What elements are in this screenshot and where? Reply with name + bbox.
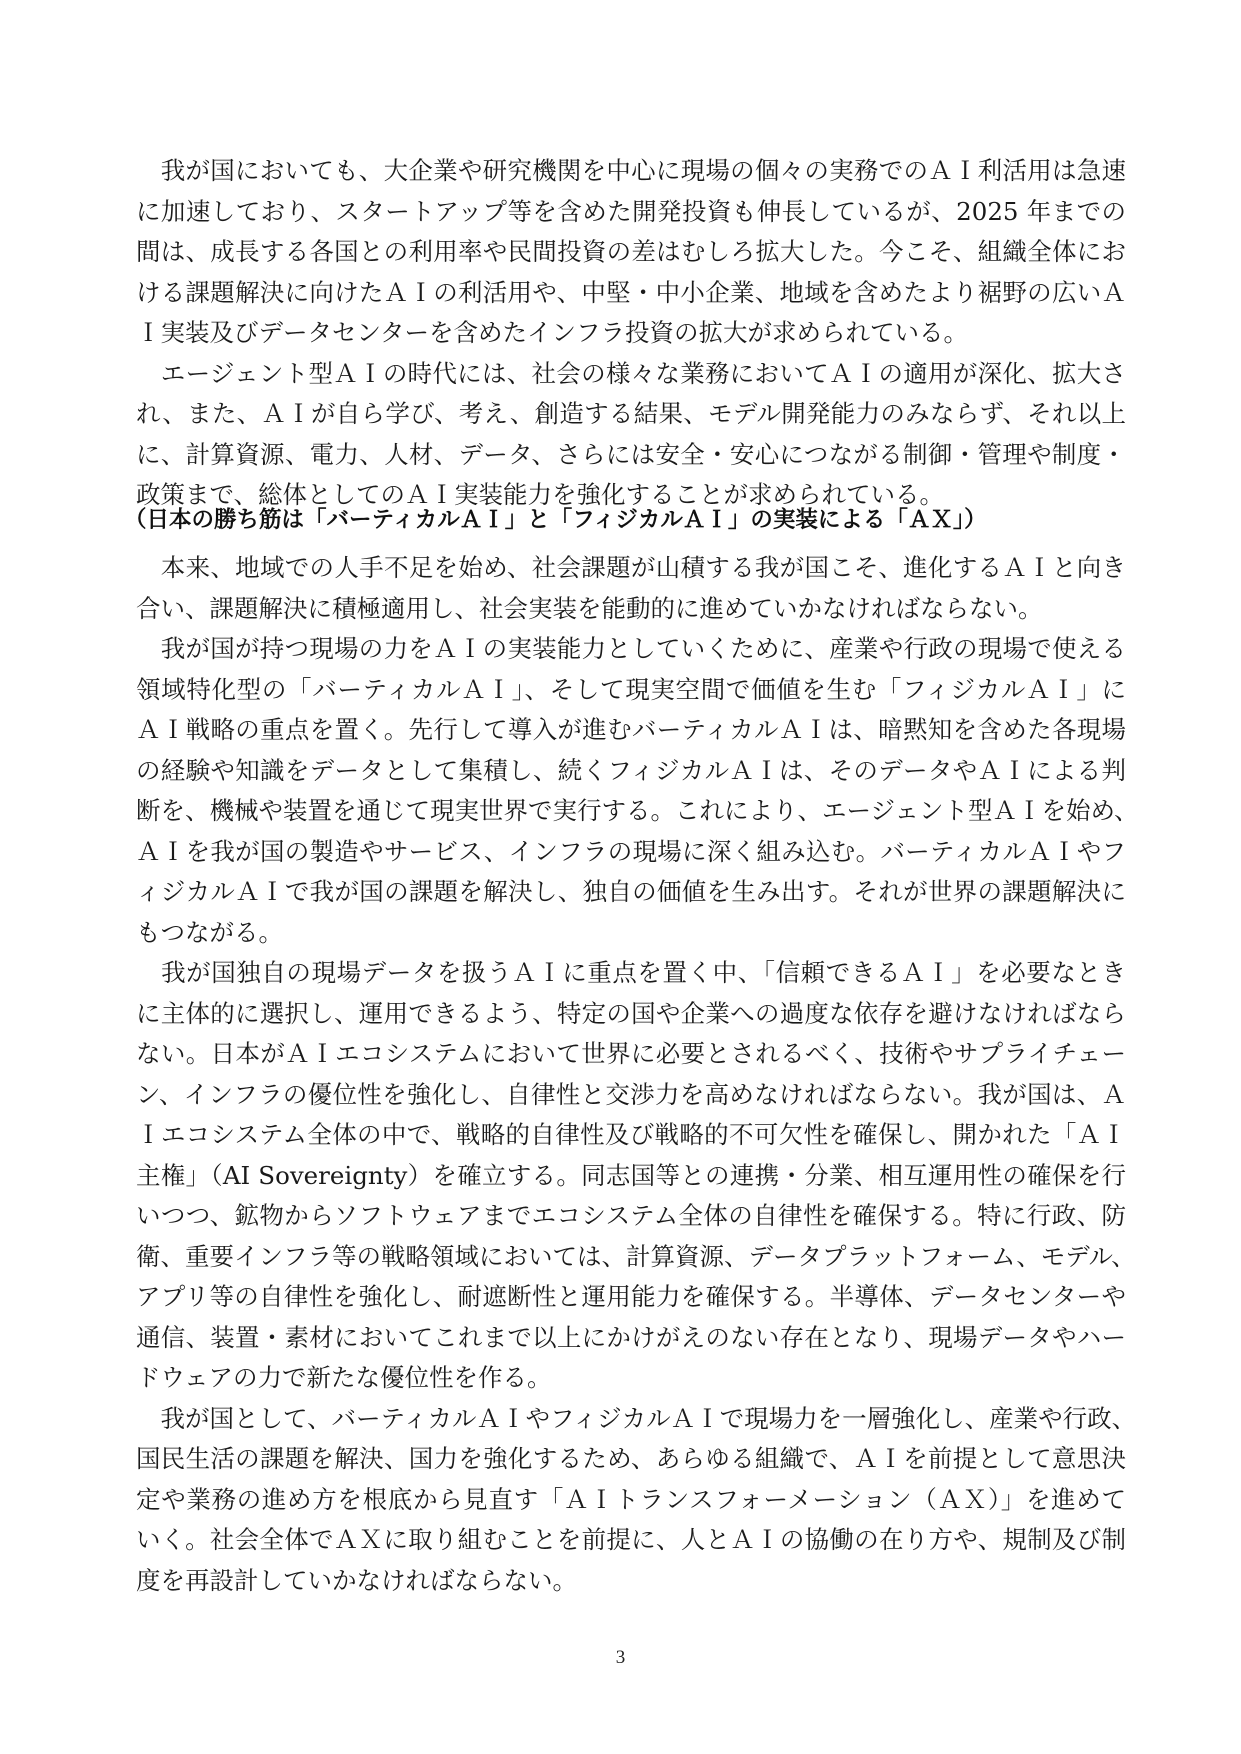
- text-line: の経験や知識をデータとして集積し、続くフィジカルＡＩは、そのデータやＡＩによる判: [136, 755, 1126, 785]
- text-line: 我が国が持つ現場の力をＡＩの実装能力としていくために、産業や行政の現場で使える: [136, 634, 1126, 663]
- text-line: いつつ、鉱物からソフトウェアまでエコシステム全体の自律性を確保する。特に行政、防: [136, 1201, 1126, 1230]
- text-line: 国民生活の課題を解決、国力を強化するため、あらゆる組織で、ＡＩを前提として意思決: [136, 1444, 1126, 1473]
- paragraph: [136, 151, 1126, 354]
- text-line: ン、インフラの優位性を強化し、自律性と交渉力を高めなければならない。我が国は、Ａ: [136, 1079, 1126, 1109]
- text-line: 合い、課題解決に積極適用し、社会実装を能動的に進めていかなければならない。: [136, 593, 1043, 623]
- text-line: 本来、地域での人手不足を始め、社会課題が山積する我が国こそ、進化するＡＩと向き: [136, 553, 1126, 582]
- paragraph: [136, 1399, 1137, 1602]
- text-line: 度を再設計していかなければならない。: [136, 1565, 577, 1595]
- body-text-bottom: [136, 548, 1139, 1601]
- paragraph: [136, 548, 1126, 629]
- text-line: 定や業務の進め方を根底から見直す「ＡＩトランスフォーメーション（ＡＸ）」を進めて: [136, 1484, 1126, 1514]
- text-line: ない。日本がＡＩエコシステムにおいて世界に必要とされるべく、技術やサプライチェー: [136, 1039, 1126, 1068]
- text-line: に主体的に選択し、運用できるよう、特定の国や企業への過度な依存を避けなければなら: [136, 998, 1126, 1028]
- text-line: もつながる。: [136, 917, 283, 947]
- text-line: ける課題解決に向けたＡＩの利活用や、中堅・中小企業、地域を含めたより裾野の広いＡ: [136, 277, 1126, 307]
- text-line: ＡＩを我が国の製造やサービス、インフラの現場に深く組み込む。バーティカルＡＩやフ: [136, 836, 1126, 866]
- text-line: 領域特化型の「バーティカルＡＩ」、そして現実空間で価値を生む「フィジカルＡＩ」に: [136, 674, 1126, 704]
- paragraph: [136, 354, 1126, 516]
- text-line: ＡＩ戦略の重点を置く。先行して導入が進むバーティカルＡＩは、暗黙知を含めた各現場: [136, 715, 1126, 744]
- text-line: アプリ等の自律性を強化し、耐遮断性と運用能力を確保する。半導体、データセンターや: [136, 1282, 1126, 1311]
- text-line: に加速しており、スタートアップ等を含めた開発投資も伸長しているが、2025 年までの: [136, 196, 1126, 226]
- text-line: 衛、重要インフラ等の戦略領域においては、計算資源、データプラットフォーム、モデル、: [136, 1241, 1136, 1271]
- text-line: 我が国独自の現場データを扱うＡＩに重点を置く中、「信頼できるＡＩ」を必要なとき: [136, 958, 1126, 987]
- paragraph: [136, 629, 1139, 953]
- text-line: 間は、成長する各国との利用率や民間投資の差はむしろ拡大した。今こそ、組織全体にお: [136, 237, 1126, 266]
- text-line: Ｉエコシステム全体の中で、戦略的自律性及び戦略的不可欠性を確保し、開かれた「ＡＩ: [136, 1120, 1126, 1149]
- text-line: れ、また、ＡＩが自ら学び、考え、創造する結果、モデル開発能力のみならず、それ以上: [136, 399, 1126, 428]
- text-line: 主権」（AI Sovereignty）を確立する。同志国等との連携・分業、相互運用性の確保を行: [136, 1160, 1126, 1190]
- text-line: 我が国として、バーティカルＡＩやフィジカルＡＩで現場力を一層強化し、産業や行政、: [136, 1403, 1137, 1433]
- text-line: 通信、装置・素材においてこれまで以上にかけがえのない存在となり、現場データやハー: [136, 1322, 1126, 1352]
- page-number: 3: [615, 1647, 626, 1668]
- text-line: 政策まで、総体としてのＡＩ実装能力を強化することが求められている。: [136, 480, 945, 509]
- text-line: いく。社会全体でＡＸに取り組むことを前提に、人とＡＩの協働の在り方や、規制及び制: [136, 1525, 1127, 1554]
- body-text-top: [136, 151, 1126, 516]
- text-line: 断を、機械や装置を通じて現実世界で実行する。これにより、エージェント型ＡＩを始め、: [136, 796, 1139, 825]
- section-heading: （日本の勝ち筋は「バーティカルＡＩ」と「フィジカルＡＩ」の実装による「ＡＸ」）: [124, 507, 987, 533]
- text-line: エージェント型ＡＩの時代には、社会の様々な業務においてＡＩの適用が深化、拡大さ: [136, 358, 1127, 388]
- text-line: ドウェアの力で新たな優位性を作る。: [136, 1363, 552, 1392]
- paragraph: [136, 953, 1136, 1399]
- text-line: ィジカルＡＩで我が国の課題を解決し、独自の価値を生み出す。それが世界の課題解決に: [136, 877, 1126, 906]
- text-line: に、計算資源、電力、人材、データ、さらには安全・安心につながる制御・管理や制度・: [136, 439, 1126, 469]
- text-line: Ｉ実装及びデータセンターを含めたインフラ投資の拡大が求められている。: [136, 318, 969, 347]
- text-line: 我が国においても、大企業や研究機関を中心に現場の個々の実務でのＡＩ利活用は急速: [136, 156, 1126, 185]
